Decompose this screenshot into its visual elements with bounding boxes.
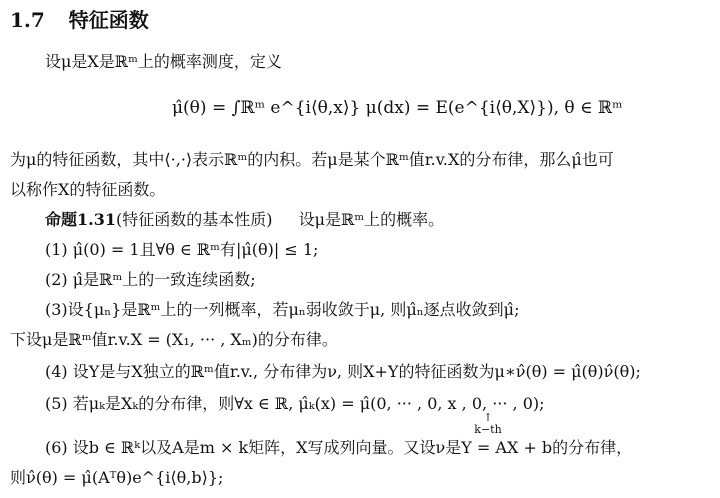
proposition-item-3: (3)设{μₙ}是ℝᵐ上的一列概率，若μₙ弱收敛于μ, 则μ̂ₙ逐点收敛到μ̂;: [45, 300, 520, 319]
item-5-kth-note: ↑ k−th: [474, 411, 502, 436]
section-title: 特征函数: [68, 8, 149, 32]
proposition-item-1: (1) μ̂(0) = 1且∀θ ∈ ℝᵐ有|μ̂(θ)| ≤ 1;: [45, 240, 319, 259]
display-equation: μ̂(θ) = ∫ℝᵐ e^{i⟨θ,x⟩} μ(dx) = E(e^{i⟨θ,X⟩}), θ ∈ ℝᵐ: [172, 98, 623, 118]
proposition-intro: 设μ是ℝᵐ上的概率。: [298, 210, 445, 229]
proposition-item-5: (5) 若μₖ是Xₖ的分布律，则∀x ∈ ℝ, μ̂ₖ(x) = μ̂(0, ··· , 0, x , 0, ··· , 0);: [45, 394, 545, 413]
paragraph-1: 设μ是X是ℝᵐ上的概率测度，定义: [45, 52, 282, 71]
section-number: 1.7: [10, 8, 45, 32]
proposition-item-6-cont: 则ν̂(θ) = μ̂(Aᵀθ)e^{i⟨θ,b⟩};: [10, 468, 224, 487]
proposition-item-4: (4) 设Y是与X独立的ℝᵐ值r.v., 分布律为ν, 则X+Y的特征函数为μ∗ν̂(θ) = μ̂(θ)ν̂(θ);: [45, 362, 641, 381]
proposition-item-6: (6) 设b ∈ ℝᵏ以及A是m × k矩阵，X写成列向量。又设ν是Y = AX + b的分布律，: [45, 438, 633, 457]
proposition-title: 命题1.31: [45, 210, 116, 229]
section-heading: [10, 8, 149, 32]
proposition-item-2: (2) μ̂是ℝᵐ上的一致连续函数;: [45, 270, 256, 289]
paragraph-2-line-1: 为μ的特征函数，其中⟨·,·⟩表示ℝᵐ的内积。若μ是某个ℝᵐ值r.v.X的分布律，那么μ̂也可: [10, 150, 614, 169]
proposition-heading: [45, 210, 444, 230]
proposition-subtitle: (特征函数的基本性质): [115, 210, 273, 229]
paragraph-2-line-2: 以称作X的特征函数。: [10, 180, 166, 199]
proposition-transition: 下设μ是ℝᵐ值r.v.X = (X₁, ··· , Xₘ)的分布律。: [10, 330, 338, 349]
